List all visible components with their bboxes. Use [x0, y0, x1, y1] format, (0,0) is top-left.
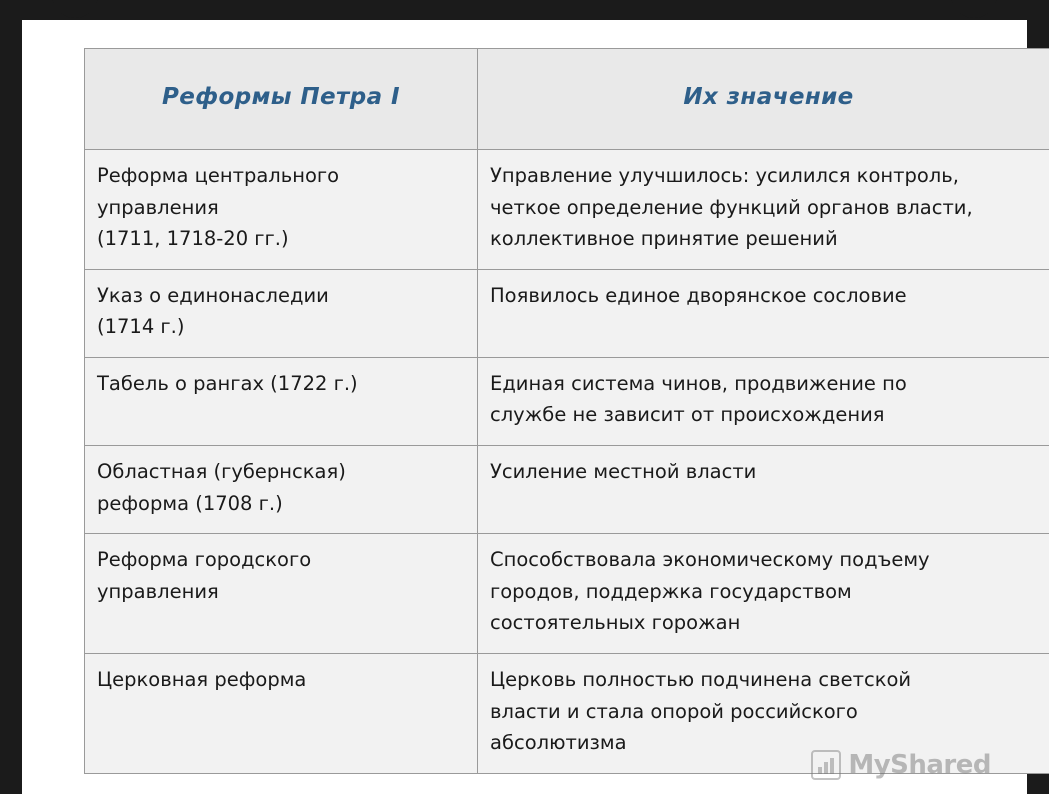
cell-meaning — [478, 269, 1049, 357]
letterbox-top — [0, 0, 1049, 20]
column-header-reform: Реформы Петра I — [85, 49, 478, 150]
cell-line: реформа (1708 г.) — [97, 491, 283, 515]
column-header-meaning: Их значение — [478, 49, 1049, 150]
cell-line: Управление улучшилось: усилился контроль, — [490, 164, 959, 187]
cell-line: (1714 г.) — [97, 315, 185, 339]
cell-line: управления — [97, 579, 219, 603]
cell-line: четкое определение функций органов власти, — [490, 195, 973, 219]
cell-reform — [85, 269, 478, 357]
cell-meaning — [478, 534, 1049, 654]
cell-line: Церковная реформа — [97, 667, 307, 691]
cell-line: службе не зависит от происхождения — [490, 403, 885, 427]
cell-line: Областная (губернская) — [97, 460, 346, 484]
cell-line: Указ о единонаследии — [97, 283, 329, 307]
cell-line: городов, поддержка государством — [490, 579, 852, 603]
cell-line: управления — [97, 195, 219, 219]
cell-line: состоятельных горожан — [490, 611, 741, 635]
watermark — [811, 750, 991, 780]
table-row — [85, 534, 1049, 654]
cell-reform — [85, 446, 478, 534]
chart-icon — [811, 750, 841, 780]
letterbox-left — [0, 0, 22, 794]
cell-line: Способствовала экономическому подъему — [490, 548, 930, 572]
cell-line: Церковь полностью подчинена светской — [490, 667, 912, 691]
cell-line: Табель о рангах (1722 г.) — [97, 371, 358, 395]
cell-line: (1711, 1718-20 гг.) — [97, 227, 289, 251]
cell-meaning — [478, 446, 1049, 534]
cell-line: коллективное принятие решений — [490, 227, 838, 251]
cell-reform — [85, 653, 478, 773]
cell-line: Усиление местной власти — [490, 460, 757, 484]
cell-reform — [85, 534, 478, 654]
watermark-label: MyShared — [848, 750, 991, 780]
corner-notch-left — [52, 0, 98, 18]
cell-meaning — [478, 150, 1049, 270]
cell-line: Реформа городского — [97, 548, 312, 572]
table-header-row — [85, 49, 1049, 150]
cell-reform — [85, 150, 478, 270]
cell-line: Появилось единое дворянское сословие — [490, 283, 907, 307]
table-row — [85, 269, 1049, 357]
reforms-table — [84, 48, 1049, 774]
cell-reform — [85, 357, 478, 445]
table-header — [85, 49, 1049, 150]
table-row — [85, 357, 1049, 445]
cell-line: Реформа центрального — [97, 164, 340, 187]
cell-line: Единая система чинов, продвижение по — [490, 371, 907, 395]
cell-line: власти и стала опорой российского — [490, 699, 858, 723]
table-body — [85, 150, 1049, 774]
cell-line: абсолютизма — [490, 731, 627, 755]
cell-meaning — [478, 357, 1049, 445]
slide-content — [22, 20, 1027, 794]
table-row — [85, 446, 1049, 534]
table-row — [85, 150, 1049, 270]
corner-notch-right — [951, 0, 997, 18]
